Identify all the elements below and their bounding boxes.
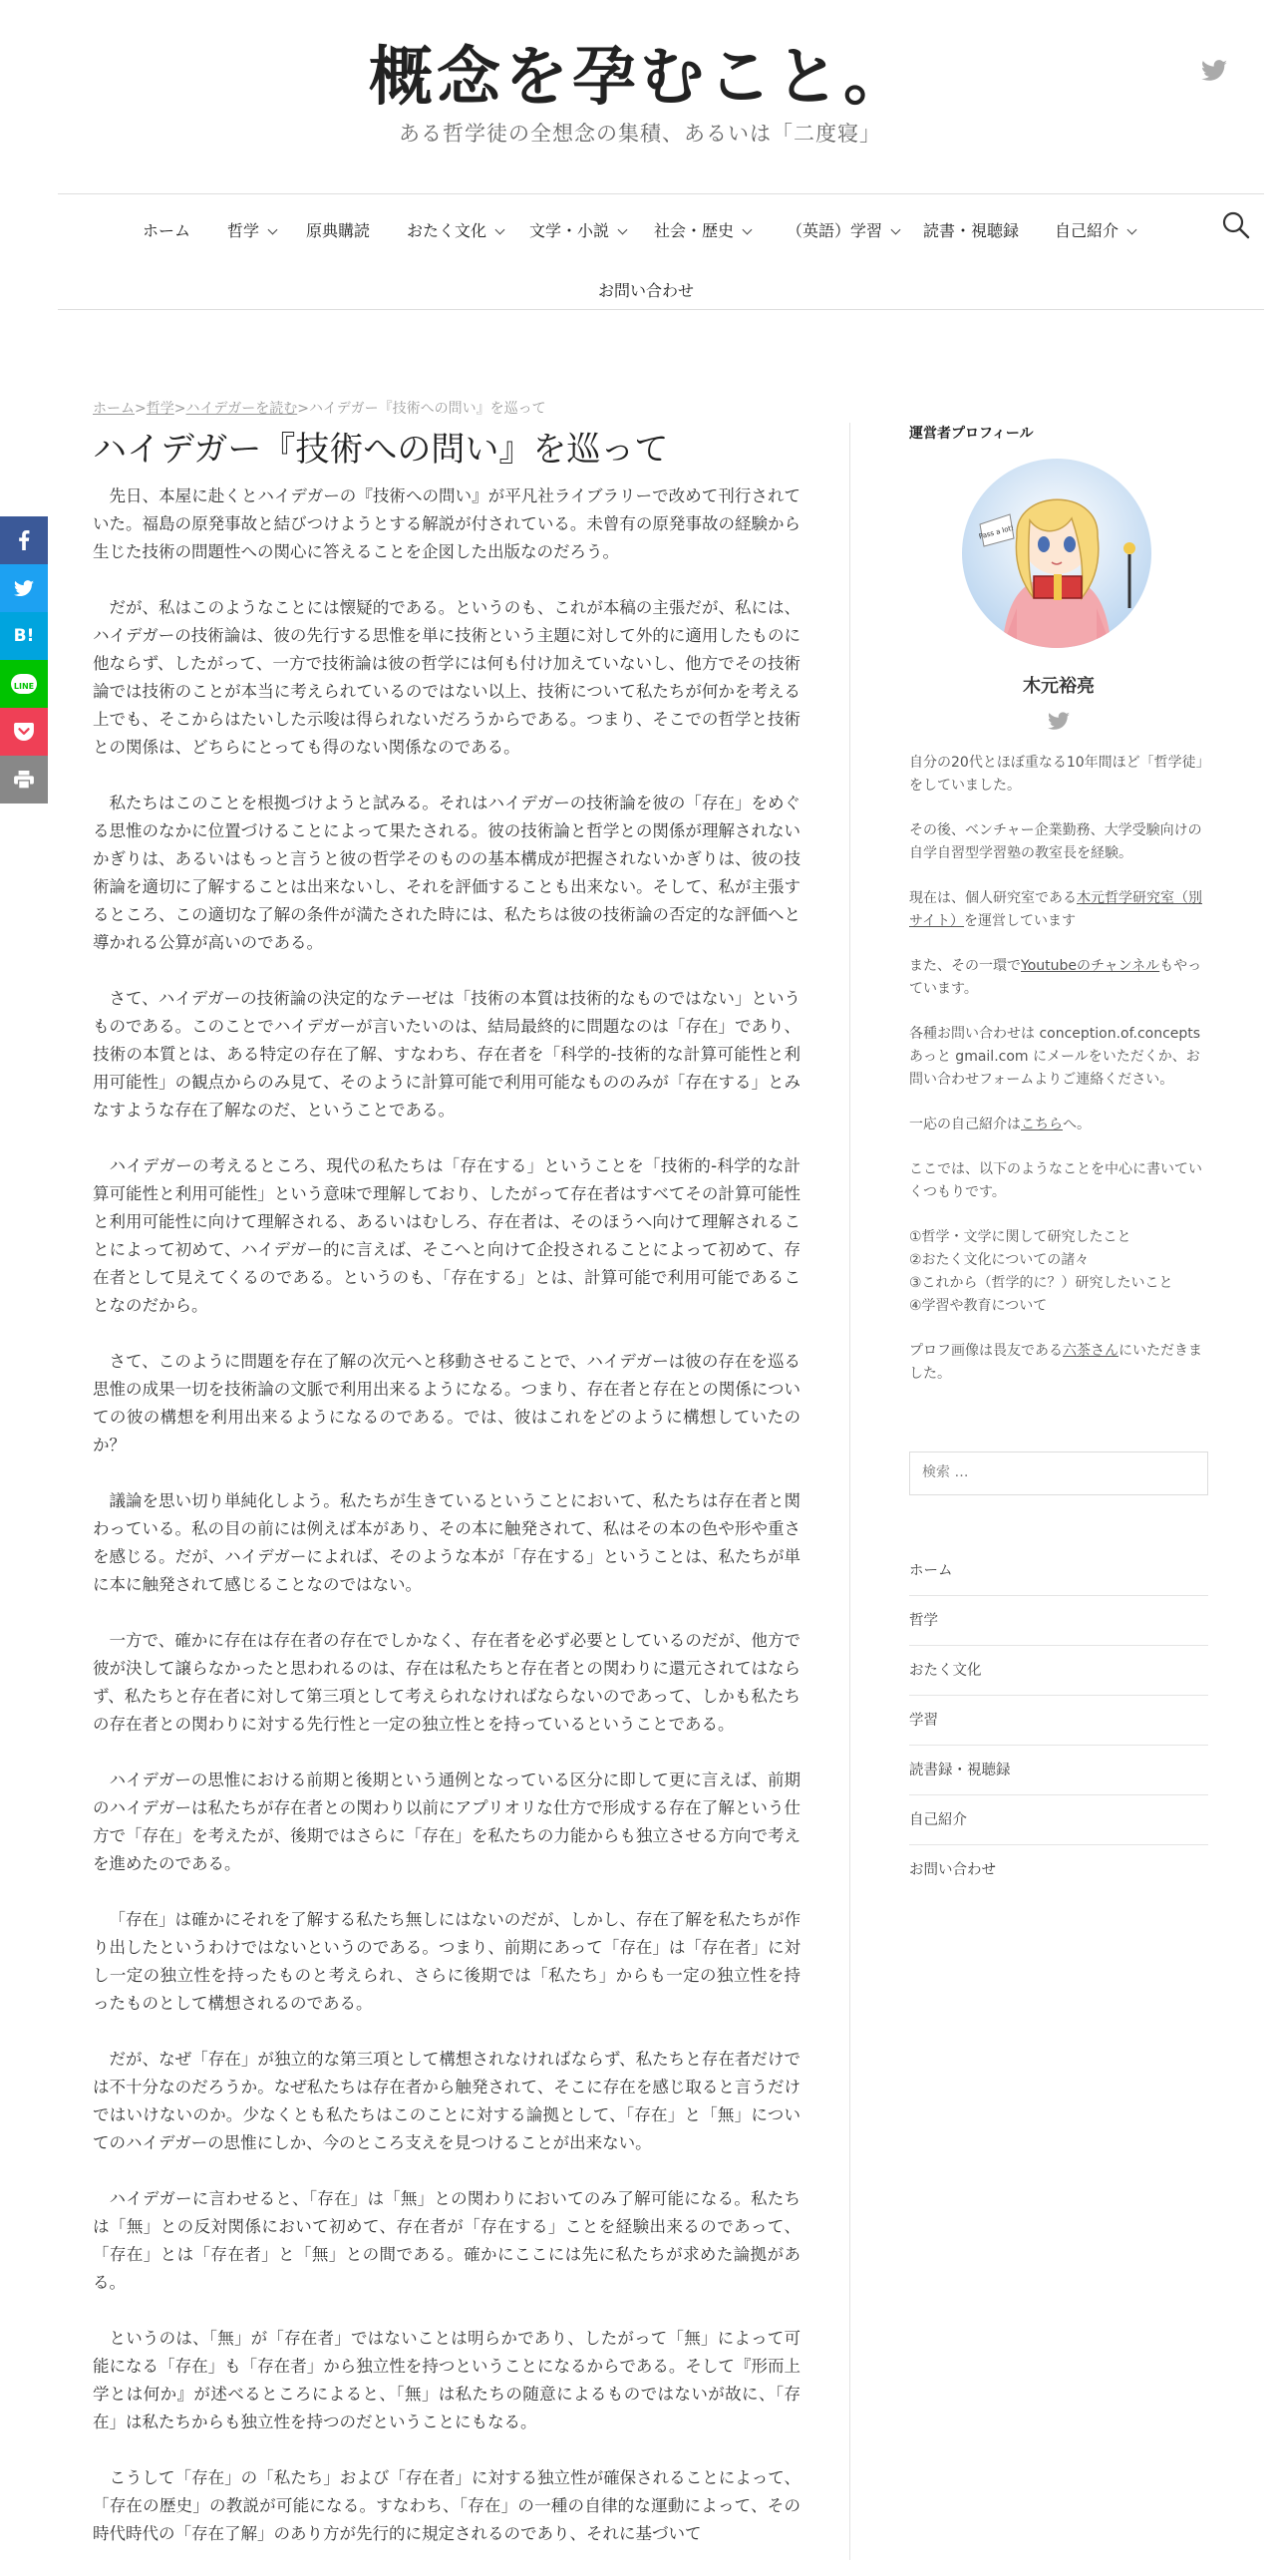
author-name: 木元裕亮 [1023, 676, 1095, 697]
bio-topic: ④学習や教育について [909, 1298, 1048, 1314]
post-paragraph: こうして「存在」の「私たち」および「存在者」に対する独立性が確保されることによって、「存在の歴史」の教説が可能になる。すなわち、「存在」の一種の自律的な運動によって、その時代時代の「存在了解」のあり方が先行的に規定されるのであり、それに基づいて [93, 2468, 800, 2543]
bio-topic: ②おたく文化についての諸々 [909, 1252, 1090, 1268]
sidebar-item-philosophy[interactable]: 哲学 [909, 1597, 1208, 1646]
pocket-icon [14, 723, 34, 741]
twitter-icon[interactable] [1201, 60, 1227, 82]
nav-item-society-history[interactable]: 社会・歴史 [654, 211, 751, 251]
breadcrumb-separator: > [297, 401, 309, 417]
nav-item-home[interactable]: ホーム [143, 221, 191, 240]
content-sidebar-divider [849, 423, 850, 2560]
search-icon[interactable] [1221, 210, 1251, 240]
bio-text: 自分の20代とほぼ重なる10年間ほど「哲学徒」をしていました。 [909, 755, 1203, 794]
chevron-down-icon [268, 225, 278, 235]
nav-item-english-study[interactable]: （英語）学習 [787, 211, 899, 251]
post-paragraph: というのは、「無」が「存在者」ではないことは明らかであり、したがって「無」によって可能になる「存在」も「存在者」から独立性を持つということになるからである。そして『形而上学とは何か』が述べるところによると、「無」は私たちの随意によるものではないが故に、「存在」は私たちからも独立性を持つのだということにもなる。 [93, 2329, 800, 2431]
twitter-share-button[interactable] [0, 564, 48, 612]
post-title: ハイデガー『技術への問い』を巡って [93, 430, 669, 470]
share-bar [0, 516, 48, 804]
hatena-bookmark-icon: B! [13, 626, 35, 646]
about-link[interactable]: こちら [1021, 1117, 1063, 1132]
author-twitter-icon[interactable] [1048, 712, 1070, 731]
chevron-down-icon [618, 225, 628, 235]
nav-item-otaku-culture[interactable]: おたく文化 [407, 211, 503, 251]
sidebar-menu [909, 1547, 1208, 1895]
post-paragraph: 「存在」は確かにそれを了解する私たち無しにはないのだが、しかし、存在了解を私たちが作り出したというわけではないというのである。つまり、前期にあって「存在」は「存在者」に対し一定の独立性を持ったものと考えられ、さらに後期では「私たち」からも一定の独立性を持ったものとして構想されるのである。 [93, 1910, 800, 2013]
print-button[interactable] [0, 756, 48, 804]
sidebar [909, 423, 1208, 1878]
breadcrumb-separator: > [135, 401, 147, 417]
facebook-icon [18, 530, 30, 550]
avatar [962, 459, 1151, 648]
nav-item-original-texts[interactable]: 原典購読 [306, 221, 371, 240]
facebook-share-button[interactable] [0, 516, 48, 564]
bio-text: 一応の自己紹介はこちらへ。 [909, 1117, 1091, 1132]
post-paragraph: 議論を思い切り単純化しよう。私たちが生きているということにおいて、私たちは存在者と関わっている。私の目の前には例えば本があり、その本に触発されて、私はその本の色や形や重さを感じる。だが、ハイデガーによれば、そのような本が「存在する」ということは、私たちが単に本に触発されて感じることなのではない。 [93, 1491, 800, 1594]
chevron-down-icon [891, 225, 901, 235]
bio-text: プロフ画像は畏友である六茶さんにいただきました。 [909, 1343, 1202, 1382]
pocket-share-button[interactable] [0, 708, 48, 756]
post-paragraph: 私たちはこのことを根拠づけようと試みる。それはハイデガーの技術論を彼の「存在」をめぐる思惟のなかに位置づけることによって果たされる。彼の技術論と哲学との関係が理解されないかぎりは、あるいはもっと言うと彼の哲学そのものの基本構成が把握されないかぎりは、彼の技術論を適切に了解することは出来ないし、それを評価することも出来ない。そして、私が主張するところ、この適切な了解の条件が満たされた時には、私たちは彼の技術論の否定的な評価へと導かれる公算が高いのである。 [93, 794, 800, 952]
bio-topic: ③これから（哲学的に？）研究したいこと [909, 1275, 1173, 1291]
nav-top-divider [58, 193, 1264, 194]
twitter-icon [14, 580, 34, 597]
printer-icon [14, 771, 34, 789]
nav-bottom-divider [58, 309, 1264, 310]
nav-item-literature[interactable]: 文学・小説 [529, 211, 626, 251]
sidebar-item-otaku-culture[interactable]: おたく文化 [909, 1647, 1208, 1696]
post-paragraph: ハイデガーの思惟における前期と後期という通例となっている区分に即して更に言えば、前期のハイデガーは私たちが存在者との関わり以前にアプリオリな仕方で形成する存在了解という仕方で「存在」を考えたが、後期ではさらに「存在」を私たちの力能からも独立させる方向で考えを進めたのである。 [93, 1771, 800, 1873]
bio-topic-list [909, 1226, 1208, 1318]
chevron-down-icon [743, 225, 753, 235]
breadcrumb-heidegger[interactable]: ハイデガーを読む [185, 401, 298, 417]
nav-item-contact[interactable]: お問い合わせ [597, 281, 694, 300]
post-paragraph: ハイデガーの考えるところ、現代の私たちは「存在する」ということを「技術的-科学的な計算可能性と利用可能性」という意味で理解しており、したがって存在者はすべてその計算可能性と利用可能性に向けて理解される、あるいはむしろ、存在者は、そのほうへ向けて理解されることによって初めて、ハイデガー的に言えば、そこへと向けて企投されることによって初めて、存在者として見えてくるのである。というのも、「存在する」とは、計算可能で利用可能であることなのだから。 [93, 1156, 800, 1315]
post-paragraph: 一方で、確かに存在は存在者の存在でしかなく、存在者を必ず必要としているのだが、他方で彼が決して譲らなかったと思われるのは、存在は私たちと存在者との関わりに還元されてはならず、私たちと存在者に対して第三項として考えられなければならないのであって、しかも私たちの存在者との関わりに対する先行性と一定の独立性とを持っているということである。 [93, 1631, 800, 1734]
line-icon: LINE [11, 674, 37, 694]
chevron-down-icon [495, 225, 505, 235]
breadcrumb-philosophy[interactable]: 哲学 [146, 401, 174, 417]
nav-item-about[interactable]: 自己紹介 [1055, 211, 1135, 251]
post-paragraph: ハイデガーに言わせると、「存在」は「無」との関わりにおいてのみ了解可能になる。私たちは「無」との反対関係において初めて、存在者が「存在する」ことを経験出来るのであって、「存在」とは「存在者」と「無」との間である。確かにここには先に私たちが求めた論拠がある。 [93, 2189, 800, 2292]
bio-text: 現在は、個人研究室である木元哲学研究室（別サイト）を運営しています [909, 890, 1202, 929]
sidebar-item-reading-log[interactable]: 読書録・視聴録 [909, 1747, 1208, 1795]
sidebar-item-about[interactable]: 自己紹介 [909, 1796, 1208, 1845]
post-paragraph: さて、ハイデガーの技術論の決定的なテーゼは「技術の本質は技術的なものではない」というものである。このことでハイデガーが言いたいのは、結局最終的に問題なのは「存在」であり、技術の本質とは、ある特定の存在了解、すなわち、存在者を「科学的-技術的な計算可能性と利用可能性」の観点からのみ見て、そのように計算可能で利用可能なもののみが「存在する」とみなすような存在了解なのだ、ということである。 [93, 989, 800, 1120]
research-lab-link[interactable]: 木元哲学研究室（別サイト） [909, 890, 1202, 929]
bio-text: 各種お問い合わせは conception.of.concepts あっと gmail.com にメールをいただくか、お問い合わせフォームよりご連絡ください。 [909, 1026, 1201, 1088]
youtube-channel-link[interactable]: Youtubeのチャンネル [1021, 958, 1160, 974]
breadcrumb [93, 397, 800, 421]
post-paragraph: だが、なぜ「存在」が独立的な第三項として構想されなければならず、私たちと存在者だけでは不十分なのだろうか。なぜ私たちは存在者から触発されて、そこに存在を感じ取ると言うだけではいけないのか。少なくとも私たちはこのことに対する論拠として、「存在」と「無」についてのハイデガーの思惟にしか、今のところ支えを見つけることが出来ない。 [93, 2050, 800, 2152]
post-paragraph: だが、私はこのようなことには懐疑的である。というのも、これが本稿の主張だが、私には、ハイデガーの技術論は、彼の先行する思惟を単に技術という主題に対して外的に適用したものに他ならず、したがって、一方で技術論は彼の哲学には何も付け加えていないし、他方でその技術論では技術のことが本当に考えられているのではない以上、技術について私たちが何かを考える上でも、そこからはたいした示唆は得られないだろうからである。つまり、そこでの哲学と技術との関係は、どちらにとっても得のない関係なのである。 [93, 598, 801, 757]
post-paragraph: 先日、本屋に赴くとハイデガーの『技術への問い』が平凡社ライブラリーで改めて刊行されていた。福島の原発事故と結びつけようとする解説が付されている。未曾有の原発事故の経験から生じた技術の問題性への関心に答えることを企図した出版なのだろう。 [93, 486, 800, 561]
bio-text: また、その一環でYoutubeのチャンネルもやっています。 [909, 958, 1202, 997]
breadcrumb-current: ハイデガー『技術への問い』を巡って [308, 401, 546, 417]
site-title[interactable]: 概念を孕むこと。 [369, 41, 911, 115]
line-share-button[interactable] [0, 660, 48, 708]
bio-text: ここでは、以下のようなことを中心に書いていくつもりです。 [909, 1161, 1202, 1200]
sidebar-item-contact[interactable]: お問い合わせ [909, 1862, 996, 1878]
chevron-down-icon [1127, 225, 1137, 235]
nav-item-reading-log[interactable]: 読書・視聴録 [923, 221, 1020, 240]
breadcrumb-home[interactable]: ホーム [93, 401, 135, 417]
hatena-bookmark-share-button[interactable] [0, 612, 48, 660]
profile-heading: 運営者プロフィール [909, 426, 1034, 442]
bio-topic: ①哲学・文学に関して研究したこと [909, 1229, 1131, 1245]
illustrator-link[interactable]: 六茶さん [1063, 1343, 1119, 1359]
nav-item-philosophy[interactable]: 哲学 [227, 211, 276, 251]
post-body [93, 483, 800, 2548]
site-description: ある哲学徒の全想念の集積、あるいは「二度寝」 [399, 122, 881, 146]
sidebar-item-study[interactable]: 学習 [909, 1697, 1208, 1746]
post-paragraph: さて、このように問題を存在了解の次元へと移動させることで、ハイデガーは彼の存在を巡る思惟の成果一切を技術論の文脈で利用出来るようになる。つまり、存在者と存在との関係についての彼の構想を利用出来るようになるのである。では、彼はこれをどのように構想していたのか？ [93, 1352, 800, 1454]
bio-text: その後、ベンチャー企業勤務、大学受験向けの自学自習型学習塾の教室長を経験。 [909, 822, 1202, 861]
main-navigation [58, 195, 1264, 315]
main-content [93, 397, 800, 2576]
sidebar-search [909, 1451, 1208, 1495]
search-input[interactable] [910, 1452, 1203, 1492]
svg-text:Pass a lot!: Pass a lot! [978, 523, 1015, 541]
breadcrumb-separator: > [173, 401, 186, 417]
sidebar-item-home[interactable]: ホーム [909, 1547, 1208, 1596]
author-bio [909, 752, 1208, 1408]
